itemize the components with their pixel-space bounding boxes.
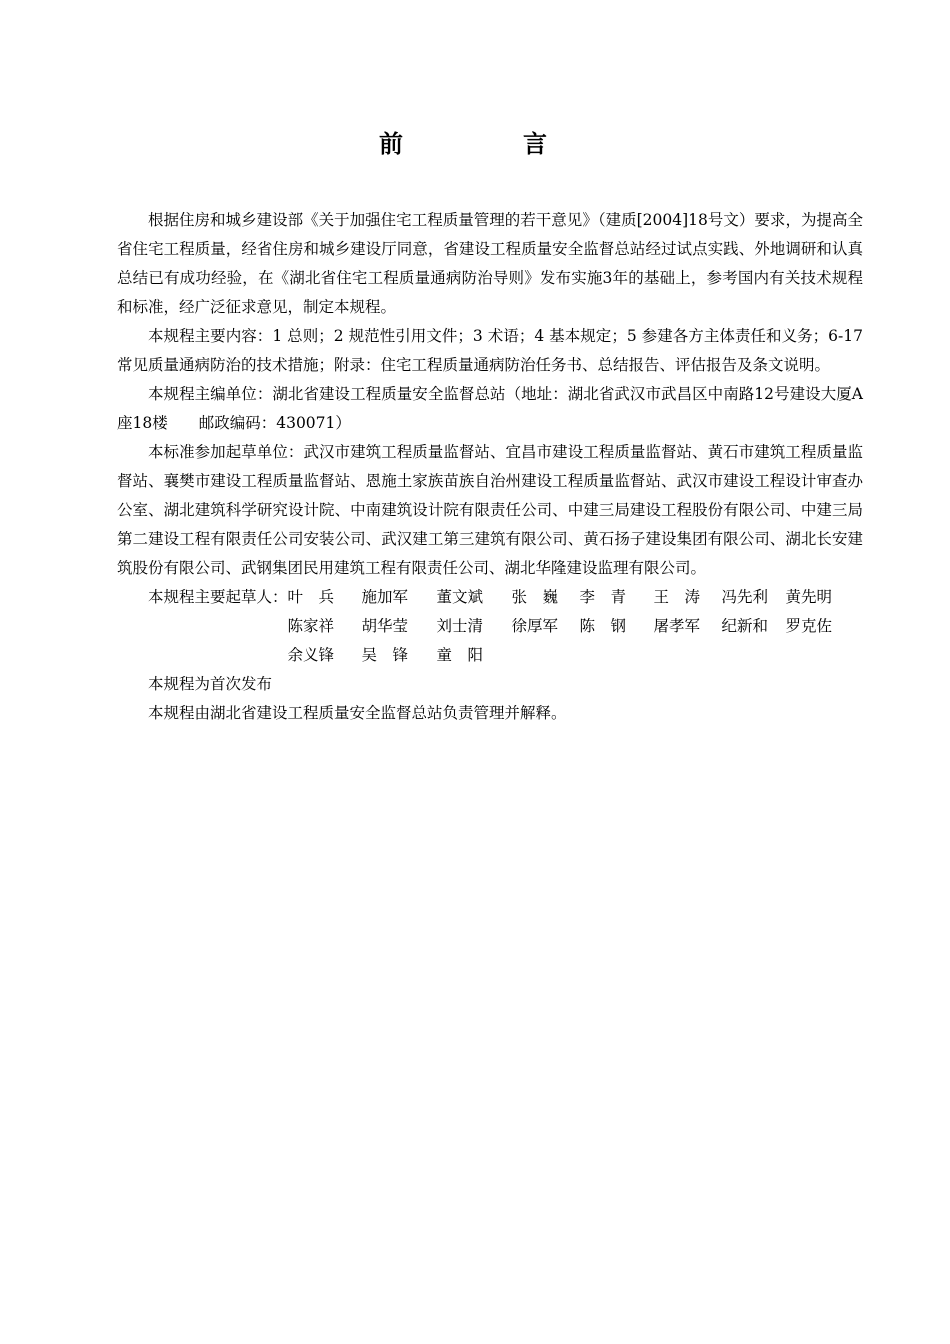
document-body [117,206,863,728]
paragraph-contents: 本规程主要内容：1 总则；2 规范性引用文件；3 术语；4 基本规定；5 参建各方主体责任和义务；6-17 常见质量通病防治的技术措施；附录：住宅工程质量通病防治任务书、总结报告、评估报告及条文说明。 [117,327,863,374]
drafter-name: 施加军 [361,588,409,606]
drafter-name: 胡华莹 [361,617,409,635]
first-release-note: 本规程为首次发布 [148,675,273,693]
drafter-name: 李 青 [579,588,627,606]
drafter-name: 纪新和 [721,617,769,635]
drafter-name: 童 阳 [436,646,484,664]
drafter-name: 董文斌 [436,588,484,606]
drafter-name: 张 巍 [511,588,559,606]
drafter-name: 徐厚军 [511,617,559,635]
drafter-name: 吴 锋 [361,646,409,664]
drafters-list [288,583,846,670]
drafter-name: 冯先利 [721,588,769,606]
drafter-name: 王 涛 [653,588,701,606]
drafters-label: 本规程主要起草人： [148,588,288,606]
drafter-name: 刘士清 [436,617,484,635]
drafter-name: 余义锋 [287,646,335,664]
drafter-name: 叶 兵 [287,588,335,606]
drafter-name: 陈家祥 [287,617,335,635]
paragraph-chief-editor: 本规程主编单位：湖北省建设工程质量安全监督总站（地址：湖北省武汉市武昌区中南路12号建设大厦A座18楼 邮政编码：430071） [117,385,863,432]
paragraph-participating-units: 本标准参加起草单位：武汉市建筑工程质量监督站、宜昌市建设工程质量监督站、黄石市建筑工程质量监督站、襄樊市建设工程质量监督站、恩施土家族苗族自治州建设工程质量监督站、武汉市建设工程设计审查办公室、湖北建筑科学研究设计院、中南建筑设计院有限责任公司、中建三局建设工程股份有限公司、中建三局第二建设工程有限责任公司安装公司、武汉建工第三建筑有限公司、黄石扬子建设集团有限公司、湖北长安建筑股份有限公司、武钢集团民用建筑工程有限责任公司、湖北华隆建设监理有限公司。 [117,443,863,577]
interpretation-note: 本规程由湖北省建设工程质量安全监督总站负责管理并解释。 [148,704,567,722]
drafter-name: 屠孝军 [653,617,701,635]
paragraph-background: 根据住房和城乡建设部《关于加强住宅工程质量管理的若干意见》（建质[2004]18号文）要求，为提高全省住宅工程质量，经省住房和城乡建设厅同意，省建设工程质量安全监督总站经过试点实践、外地调研和认真总结已有成功经验，在《湖北省住宅工程质量通病防治导则》发布实施3年的基础上，参考国内有关技术规程和标准，经广泛征求意见，制定本规程。 [117,211,863,316]
drafters-section [117,583,863,670]
drafter-name: 黄先明 [785,588,833,606]
page-title: 前 言 [379,130,595,158]
drafter-name: 陈 钢 [579,617,627,635]
drafter-name: 罗克佐 [785,617,833,635]
